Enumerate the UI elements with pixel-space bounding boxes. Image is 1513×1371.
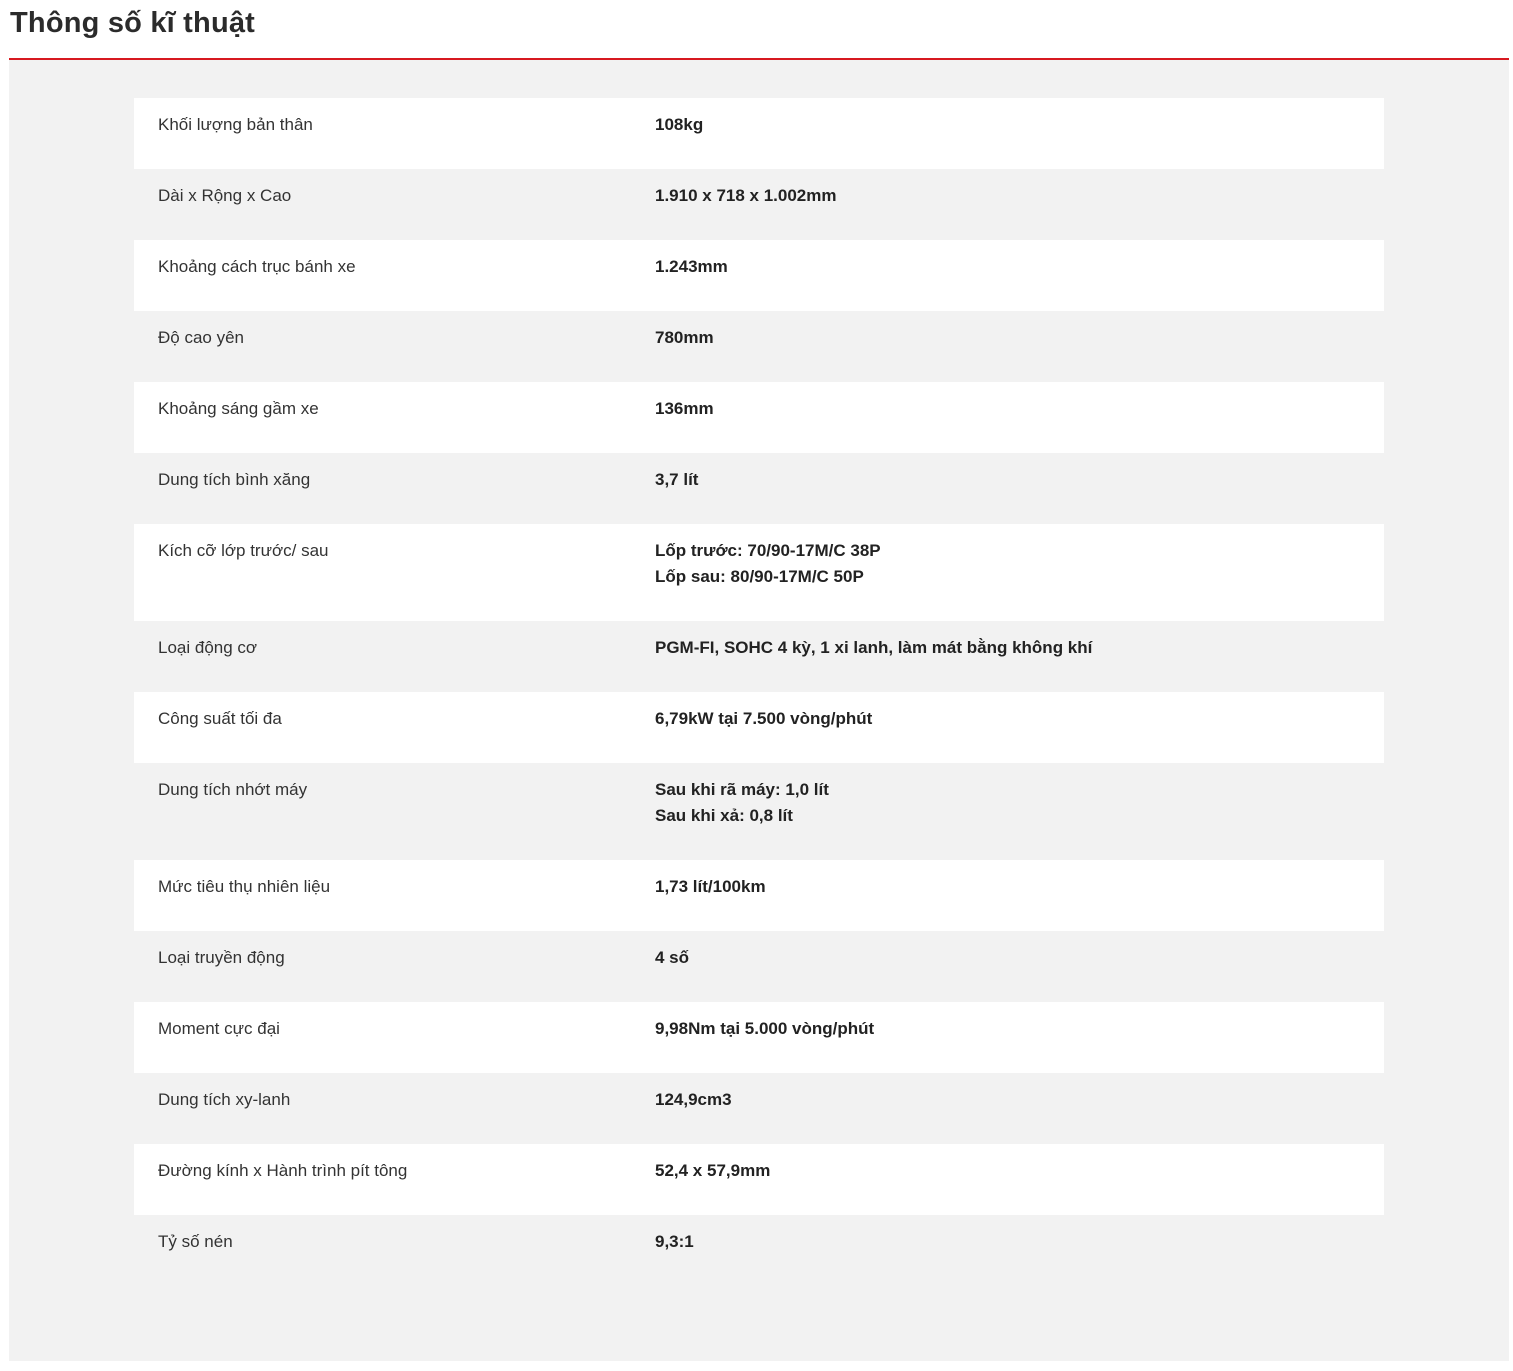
spec-row-wheelbase xyxy=(134,240,1384,311)
spec-value-line: 9,98Nm tại 5.000 vòng/phút xyxy=(655,1019,875,1038)
spec-value xyxy=(655,1229,1384,1286)
spec-value-line: 1,73 lít/100km xyxy=(655,877,766,896)
spec-value-line: 6,79kW tại 7.500 vòng/phút xyxy=(655,709,873,728)
spec-value xyxy=(655,396,1384,453)
spec-value xyxy=(655,538,1384,621)
spec-value xyxy=(655,183,1384,240)
spec-value-line: Sau khi rã máy: 1,0 lít xyxy=(655,780,829,799)
spec-row-max-torque xyxy=(134,1002,1384,1073)
spec-label: Loại động cơ xyxy=(158,638,258,657)
spec-label: Mức tiêu thụ nhiên liệu xyxy=(158,877,331,896)
spec-value xyxy=(655,254,1384,311)
spec-row-tire-size xyxy=(134,524,1384,621)
spec-value xyxy=(655,706,1384,763)
spec-row-fuel-tank xyxy=(134,453,1384,524)
spec-label: Dung tích xy-lanh xyxy=(158,1090,291,1109)
spec-row-compression-ratio xyxy=(134,1215,1384,1286)
spec-value-line: 52,4 x 57,9mm xyxy=(655,1161,771,1180)
spec-label: Khoảng cách trục bánh xe xyxy=(158,257,356,276)
spec-row-engine-type xyxy=(134,621,1384,692)
spec-value-line: 3,7 lít xyxy=(655,470,699,489)
spec-row-ground-clearance xyxy=(134,382,1384,453)
spec-value xyxy=(655,945,1384,1002)
spec-row-transmission xyxy=(134,931,1384,1002)
spec-value-line: Lốp sau: 80/90-17M/C 50P xyxy=(655,567,864,586)
spec-row-weight xyxy=(134,98,1384,169)
spec-value xyxy=(655,635,1384,692)
spec-value xyxy=(655,1016,1384,1073)
spec-value-line: 9,3:1 xyxy=(655,1232,694,1251)
spec-label: Dung tích nhớt máy xyxy=(158,780,308,799)
spec-value-line: 4 số xyxy=(655,948,690,967)
spec-label: Công suất tối đa xyxy=(158,709,282,728)
spec-label: Đường kính x Hành trình pít tông xyxy=(158,1161,408,1180)
spec-value xyxy=(655,874,1384,931)
spec-value-line: PGM-FI, SOHC 4 kỳ, 1 xi lanh, làm mát bằng không khí xyxy=(655,638,1093,657)
spec-row-oil-capacity xyxy=(134,763,1384,860)
spec-label: Dài x Rộng x Cao xyxy=(158,186,292,205)
spec-value xyxy=(655,112,1384,169)
spec-value xyxy=(655,325,1384,382)
spec-value-line: Lốp trước: 70/90-17M/C 38P xyxy=(655,541,881,560)
spec-row-bore-stroke xyxy=(134,1144,1384,1215)
spec-label: Khối lượng bản thân xyxy=(158,115,313,134)
spec-value-line: 1.910 x 718 x 1.002mm xyxy=(655,186,837,205)
spec-label: Độ cao yên xyxy=(158,328,244,347)
spec-row-seat-height xyxy=(134,311,1384,382)
spec-row-fuel-consumption xyxy=(134,860,1384,931)
spec-label: Moment cực đại xyxy=(158,1019,280,1038)
spec-row-displacement xyxy=(134,1073,1384,1144)
page-title: Thông số kĩ thuật xyxy=(10,7,256,39)
spec-label: Dung tích bình xăng xyxy=(158,470,311,489)
spec-value-line: Sau khi xả: 0,8 lít xyxy=(655,806,793,825)
spec-label: Kích cỡ lớp trước/ sau xyxy=(158,541,329,560)
specs-table xyxy=(134,98,1384,1286)
spec-row-dimensions xyxy=(134,169,1384,240)
spec-label: Tỷ số nén xyxy=(158,1232,233,1251)
spec-label: Loại truyền động xyxy=(158,948,285,967)
section-header xyxy=(9,0,1509,60)
spec-value-line: 780mm xyxy=(655,328,714,347)
spec-value-line: 124,9cm3 xyxy=(655,1090,732,1109)
spec-value xyxy=(655,777,1384,860)
specs-panel xyxy=(9,60,1509,1361)
spec-value xyxy=(655,467,1384,524)
spec-value-line: 136mm xyxy=(655,399,714,418)
spec-value-line: 1.243mm xyxy=(655,257,728,276)
spec-value xyxy=(655,1087,1384,1144)
spec-row-max-power xyxy=(134,692,1384,763)
spec-label: Khoảng sáng gầm xe xyxy=(158,399,319,418)
spec-value xyxy=(655,1158,1384,1215)
spec-value-line: 108kg xyxy=(655,115,704,134)
